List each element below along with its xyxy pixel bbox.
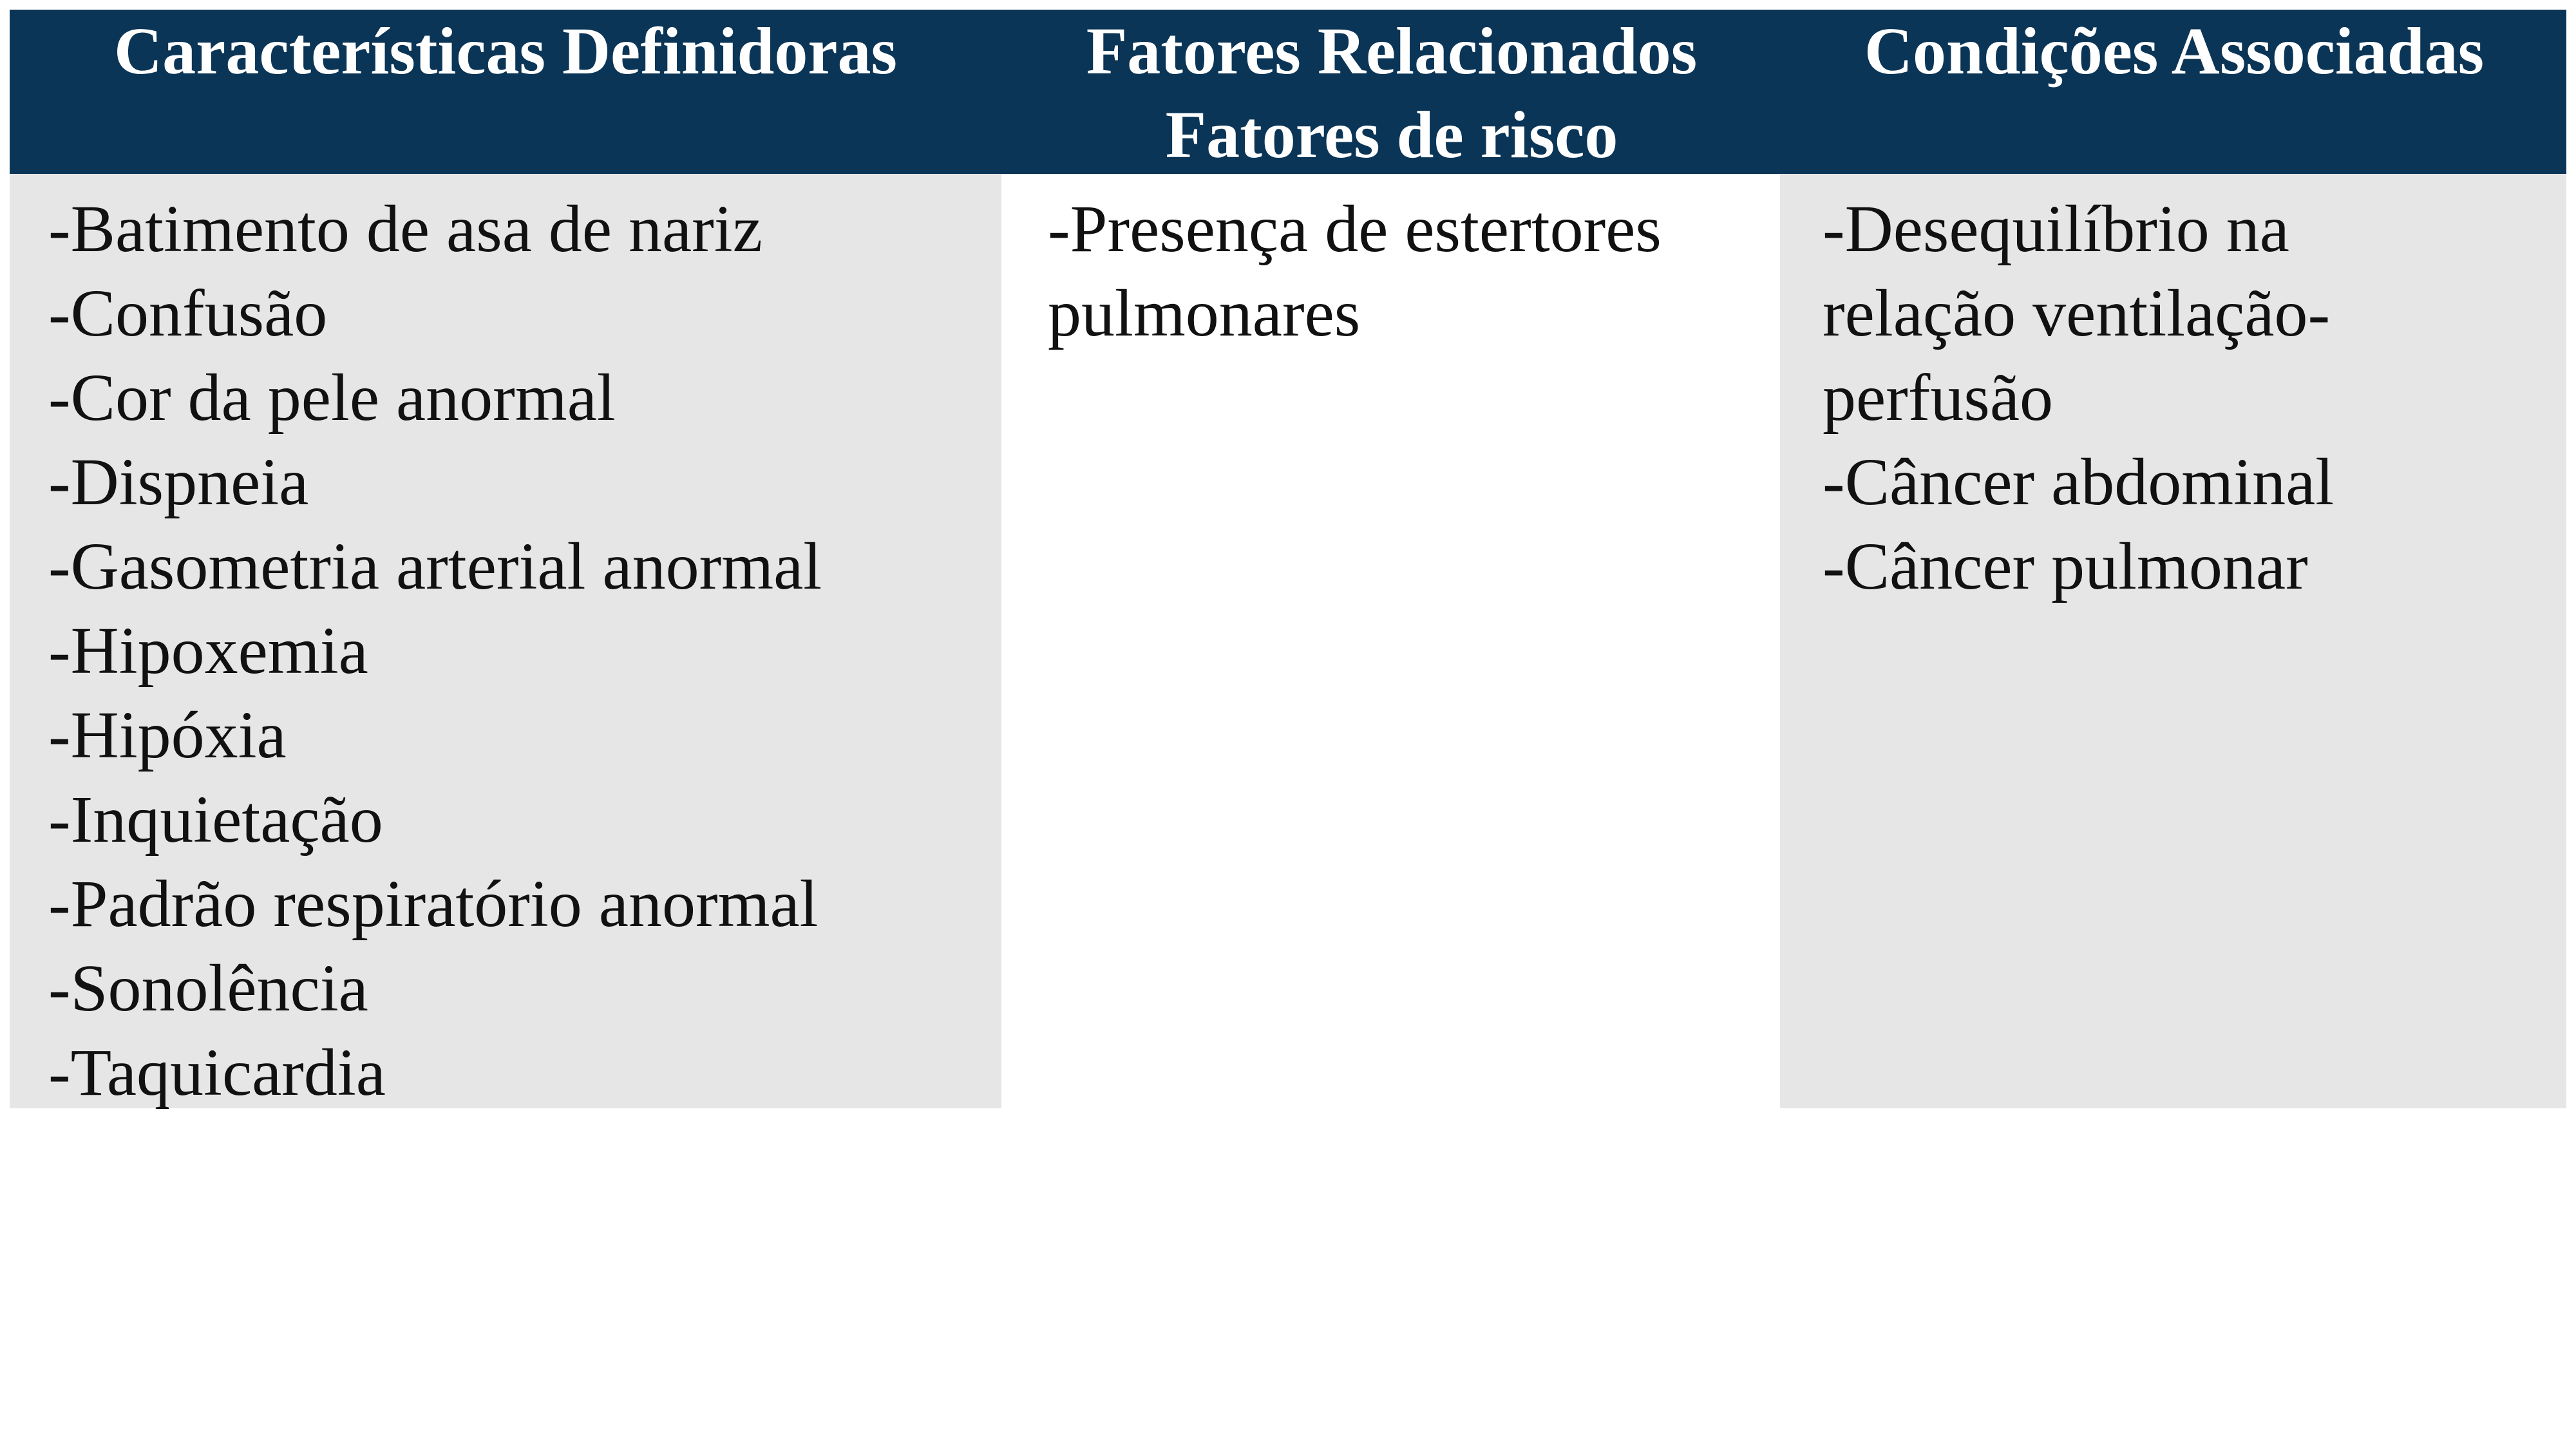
list-item: pulmonares (1048, 276, 1361, 350)
list-item: -Desequilíbrio na (1823, 192, 2289, 266)
list-item: -Gasometria arterial anormal (48, 529, 822, 603)
list-item: -Taquicardia (48, 1036, 386, 1110)
defining-characteristics-column (10, 174, 1001, 1108)
list-item: -Padrão respiratório anormal (48, 867, 819, 941)
header-related-factors: Fatores Relacionados Fatores de risco (1086, 14, 1698, 172)
list-item: -Hipoxemia (48, 614, 368, 688)
list-item: -Presença de estertores (1048, 192, 1662, 266)
table-header (10, 10, 2566, 174)
list-item: perfusão (1823, 361, 2054, 435)
list-item: relação ventilação- (1823, 276, 2331, 350)
associated-conditions-column (1780, 174, 2566, 1108)
list-item: -Câncer abdominal (1823, 445, 2334, 519)
related-factors-column (1001, 174, 1789, 1108)
list-item: -Dispneia (48, 445, 309, 519)
list-item: -Cor da pele anormal (48, 361, 616, 435)
list-item: -Hipóxia (48, 698, 287, 772)
list-item: -Batimento de asa de nariz (48, 192, 762, 266)
list-item: -Confusão (48, 276, 328, 350)
nursing-diagnosis-table (10, 10, 2566, 1108)
header-associated-conditions: Condições Associadas (1864, 14, 2485, 88)
header-defining-characteristics: Características Definidoras (114, 14, 897, 88)
list-item: -Sonolência (48, 951, 368, 1025)
list-item: -Câncer pulmonar (1823, 529, 2308, 603)
list-item: -Inquietação (48, 782, 383, 857)
